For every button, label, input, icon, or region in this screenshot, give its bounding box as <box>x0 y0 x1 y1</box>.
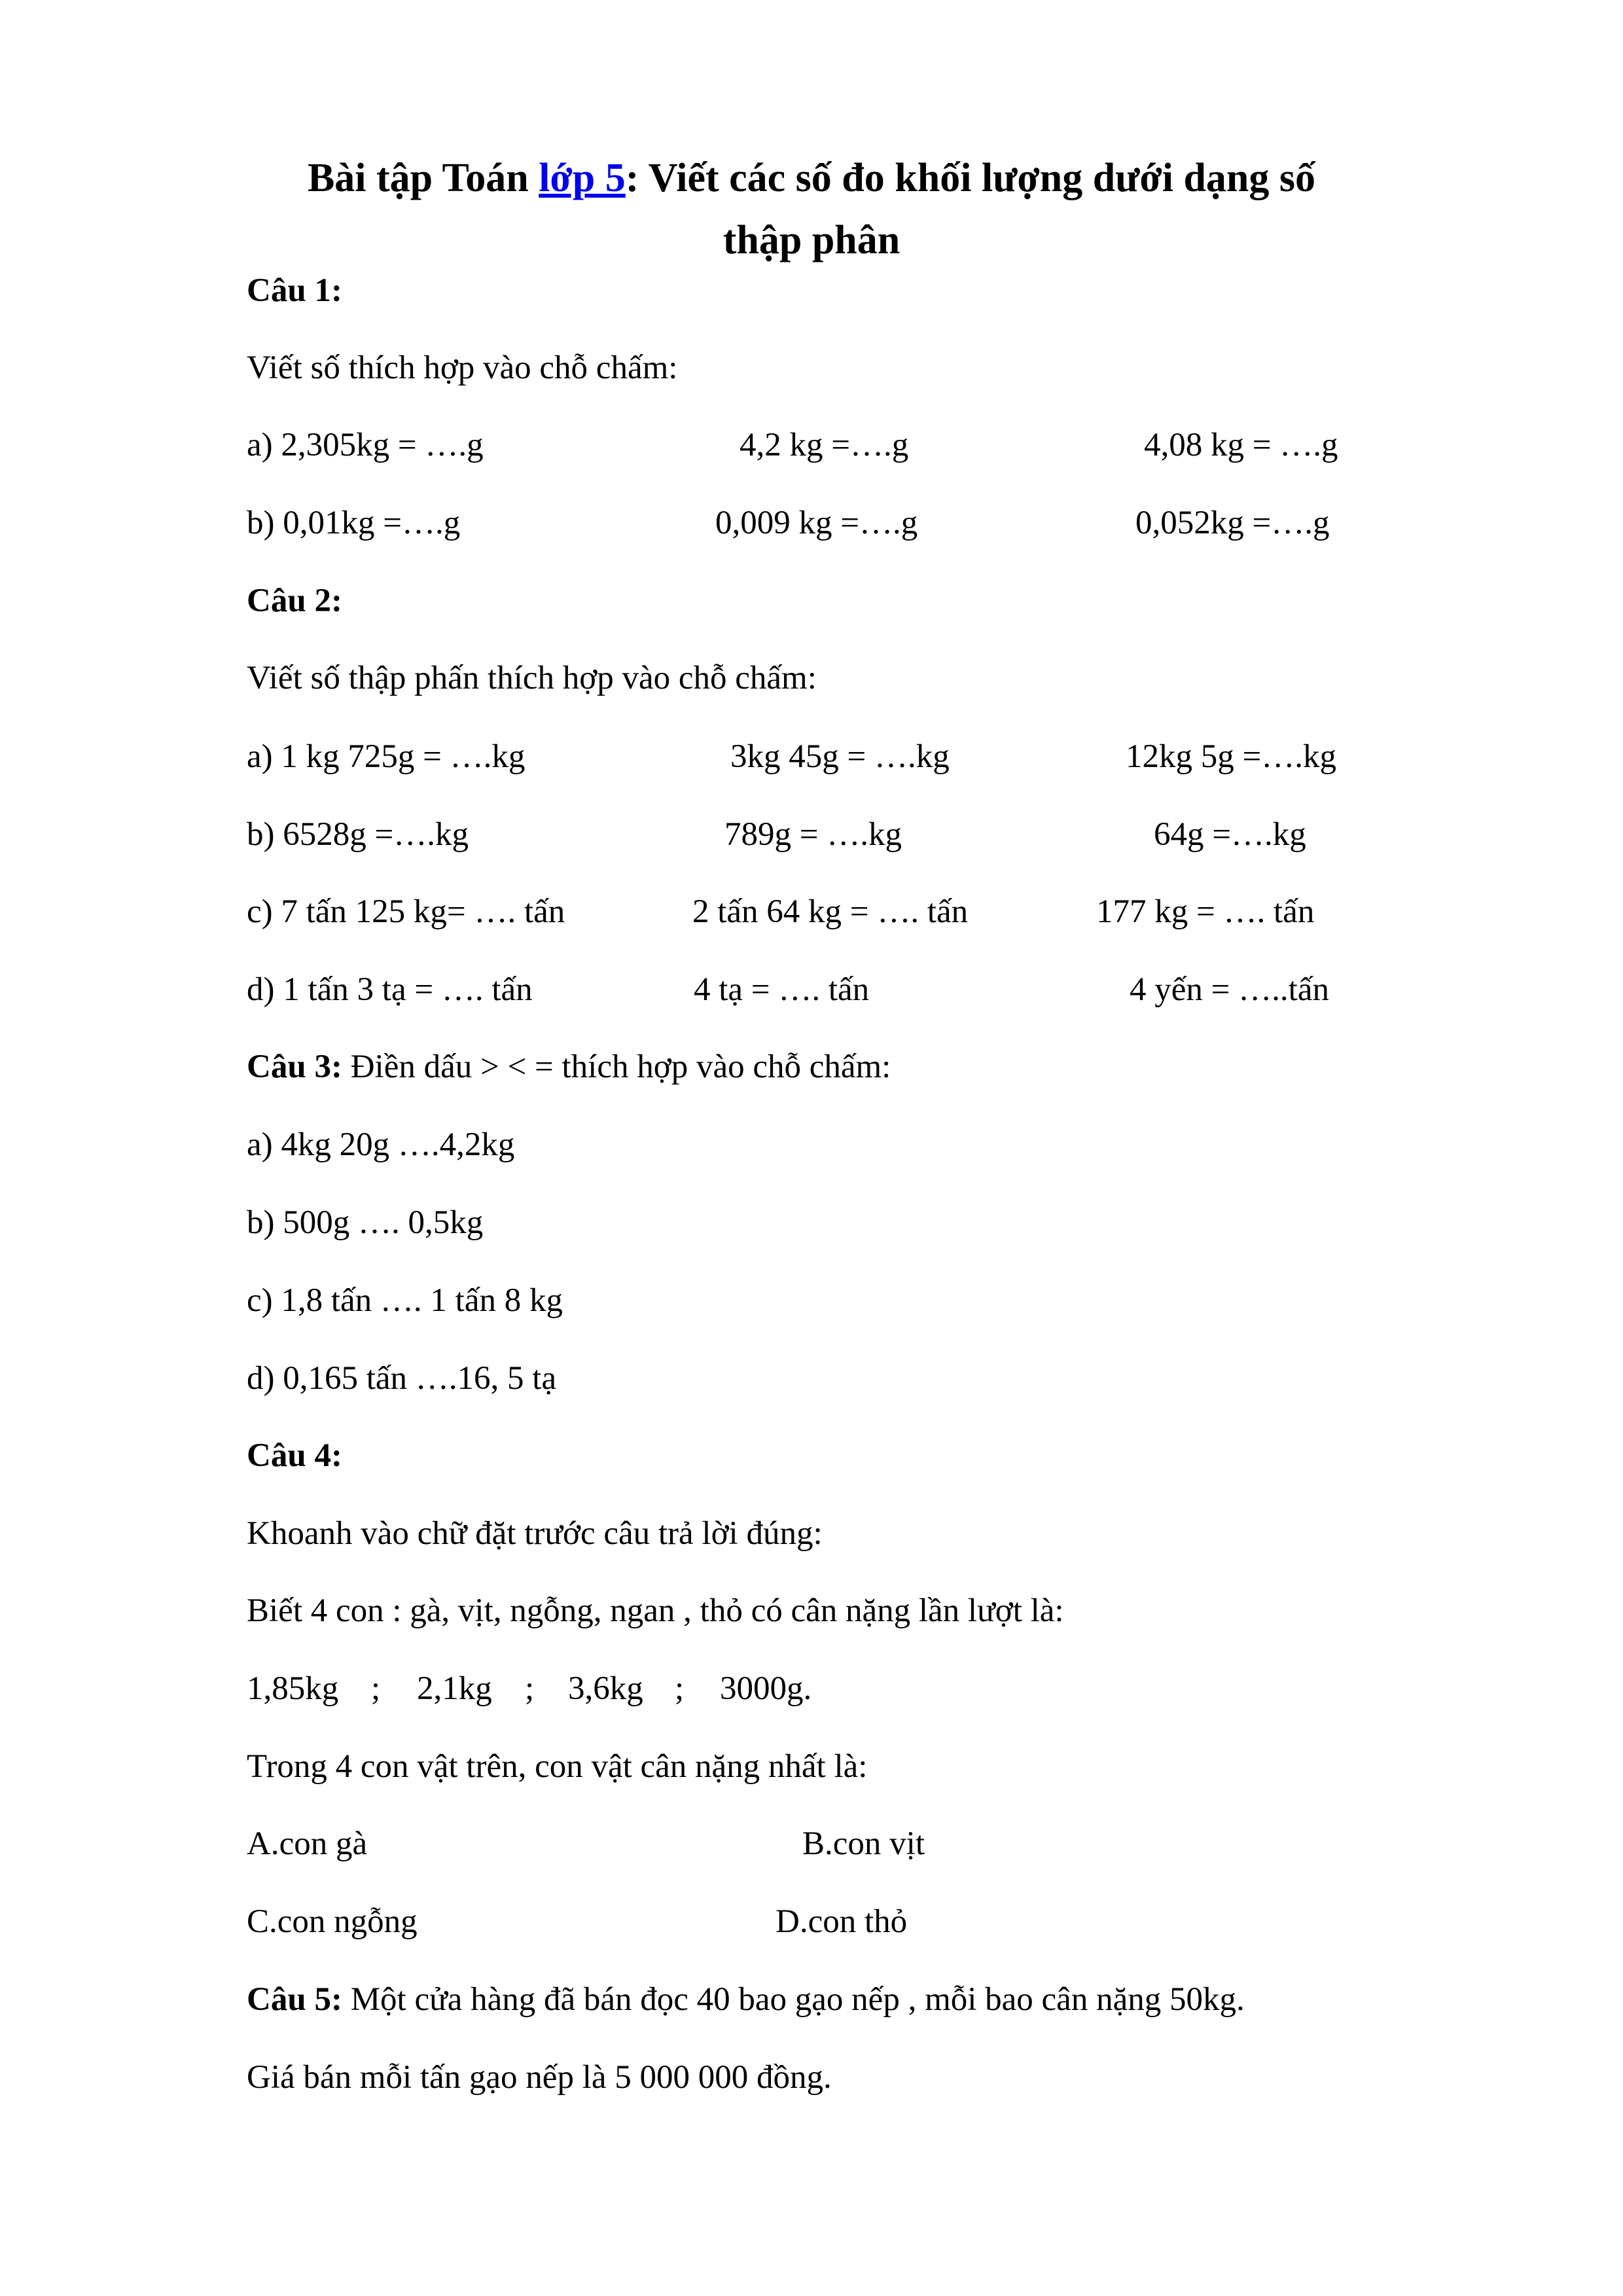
q3-item-b: b) 500g …. 0,5kg <box>247 1204 484 1241</box>
q3-prompt <box>247 1047 891 1086</box>
q2-instruction: Viết số thập phấn thích hợp vào chỗ chấm: <box>247 660 817 696</box>
q1-a-2: 4,2 kg =….g <box>740 427 909 463</box>
page-title <box>242 147 1381 272</box>
q2-b-2: 789g = ….kg <box>724 816 902 853</box>
q4-separator: ; <box>675 1670 685 1707</box>
q1-b-3: 0,052kg =….g <box>1135 505 1330 541</box>
q4-option-d[interactable]: D.con thỏ <box>776 1903 908 1940</box>
q4-separator: ; <box>371 1670 381 1707</box>
q5-prompt <box>247 1980 1245 2019</box>
q1-a-1: a) 2,305kg = ….g <box>247 427 484 463</box>
q2-a-3: 12kg 5g =….kg <box>1126 738 1337 775</box>
q4-separator: ; <box>525 1670 535 1707</box>
q2-c-3: 177 kg = …. tấn <box>1096 893 1315 930</box>
q4-weight-tho: 3000g. <box>720 1670 812 1707</box>
q4-instruction: Khoanh vào chữ đặt trước câu trả lời đúng: <box>247 1515 823 1552</box>
q4-weight-vit: 2,1kg <box>417 1670 492 1707</box>
q3-item-a: a) 4kg 20g ….4,2kg <box>247 1126 515 1163</box>
q4-context: Biết 4 con : gà, vịt, ngỗng, ngan , thỏ có cân nặng lần lượt là: <box>247 1592 1064 1629</box>
q4-option-c[interactable]: C.con ngỗng <box>247 1903 418 1940</box>
q5-text: Một cửa hàng đã bán đọc 40 bao gạo nếp , mỗi bao cân nặng 50kg. <box>342 1981 1245 2018</box>
q1-heading: Câu 1: <box>247 272 342 309</box>
q1-b-1: b) 0,01kg =….g <box>247 505 461 541</box>
title-prefix: Bài tập Toán <box>307 156 539 200</box>
q4-weight-ngong: 3,6kg <box>568 1670 643 1707</box>
q2-d-1: d) 1 tấn 3 tạ = …. tấn <box>247 971 533 1008</box>
q2-a-2: 3kg 45g = ….kg <box>730 738 950 775</box>
q2-a-1: a) 1 kg 725g = ….kg <box>247 738 526 775</box>
q4-option-b[interactable]: B.con vịt <box>802 1825 925 1862</box>
title-suffix: : Viết các số đo khối lượng dưới dạng số <box>625 156 1316 200</box>
q1-b-2: 0,009 kg =….g <box>715 505 918 541</box>
q2-heading: Câu 2: <box>247 583 342 619</box>
q2-b-3: 64g =….kg <box>1154 816 1306 853</box>
q5-text2: Giá bán mỗi tấn gạo nếp là 5 000 000 đồng. <box>247 2059 832 2096</box>
q2-d-2: 4 tạ = …. tấn <box>694 971 870 1008</box>
q2-b-1: b) 6528g =….kg <box>247 816 469 853</box>
q1-instruction: Viết số thích hợp vào chỗ chấm: <box>247 350 678 386</box>
q1-a-3: 4,08 kg = ….g <box>1144 427 1338 463</box>
q4-option-a[interactable]: A.con gà <box>247 1825 368 1862</box>
q5-heading: Câu 5: <box>247 1981 342 2018</box>
q3-instruction: Điền dấu > < = thích hợp vào chỗ chấm: <box>342 1049 891 1085</box>
q3-item-c: c) 1,8 tấn …. 1 tấn 8 kg <box>247 1282 563 1319</box>
q2-d-3: 4 yến = …..tấn <box>1130 971 1329 1008</box>
q2-c-2: 2 tấn 64 kg = …. tấn <box>692 893 969 930</box>
q3-item-d: d) 0,165 tấn ….16, 5 tạ <box>247 1360 557 1397</box>
q2-c-1: c) 7 tấn 125 kg= …. tấn <box>247 893 565 930</box>
q4-heading: Câu 4: <box>247 1437 342 1474</box>
q4-weight-ga: 1,85kg <box>247 1670 339 1707</box>
q4-question: Trong 4 con vật trên, con vật cân nặng nhất là: <box>247 1748 868 1785</box>
grade-link[interactable]: lớp 5 <box>539 156 626 200</box>
q3-heading: Câu 3: <box>247 1049 342 1085</box>
title-line2: thập phân <box>722 218 901 262</box>
